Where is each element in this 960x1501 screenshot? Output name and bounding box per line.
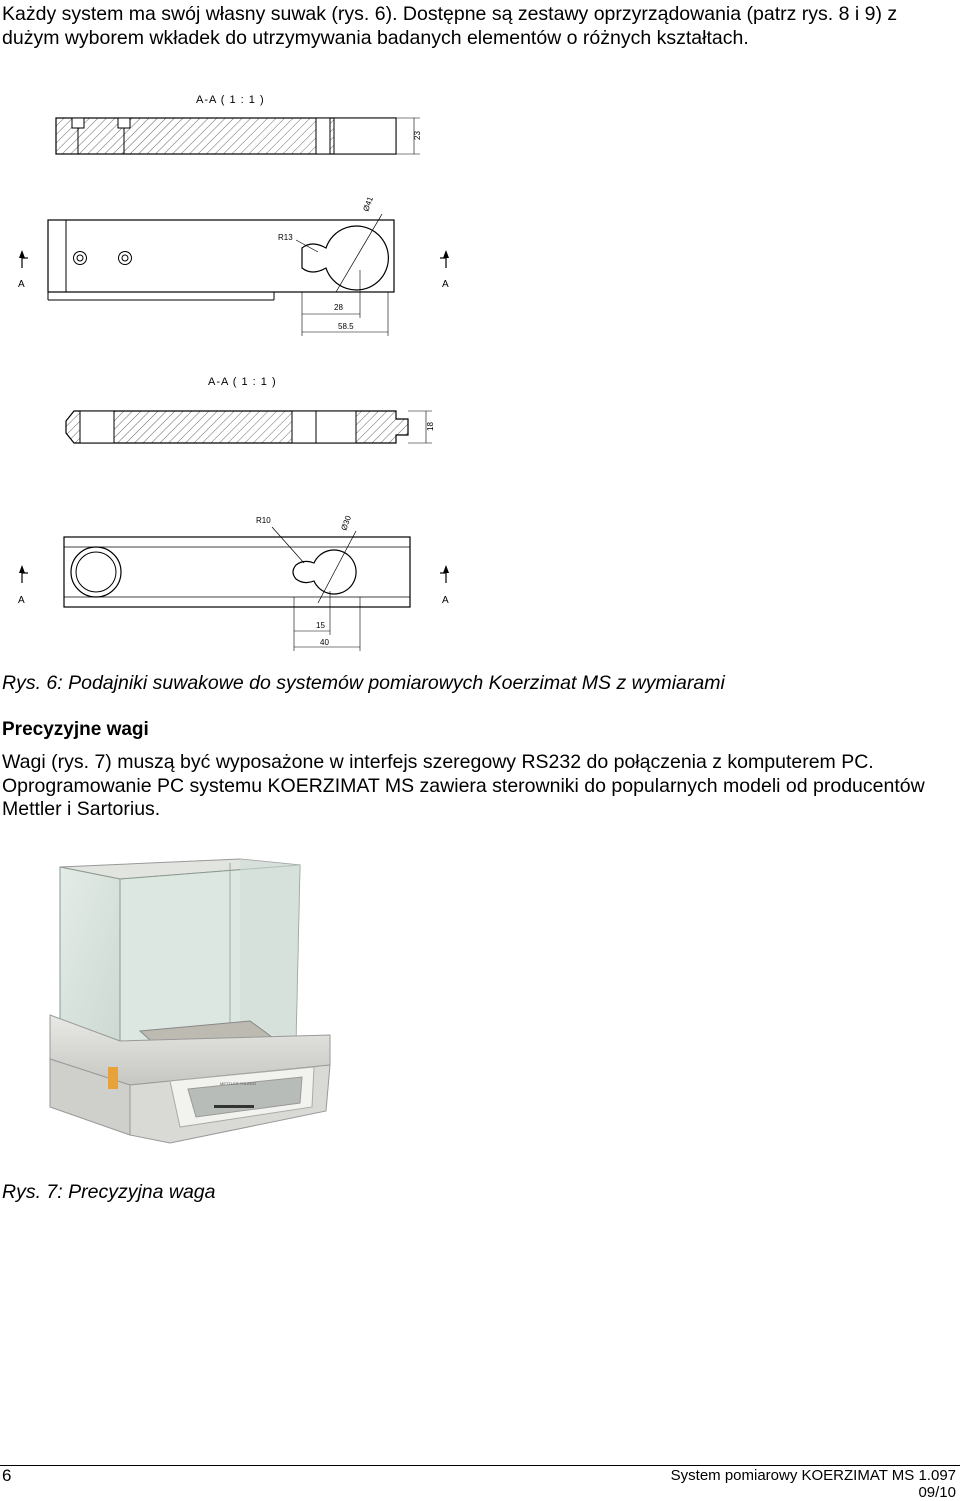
section-mark-right: A [442, 279, 449, 290]
dim-outer: 58.5 [338, 322, 354, 331]
balance-brand: METTLER TOLEDO [220, 1081, 257, 1086]
document-name: System pomiarowy KOERZIMAT MS 1.097 [670, 1467, 956, 1484]
hole-diameter-dim: Ø30 [339, 514, 354, 532]
section-label: A-A ( 1 : 1 ) [196, 94, 265, 106]
intro-paragraph: Każdy system ma swój własny suwak (rys. 6). Dostępne są zestawy oprzyrządowania (patrz rys. 8 i 9) z dużym wyborem wkładek do utrzymywania badanych elementów o różnych kształtach. [2, 3, 898, 49]
figure-caption-7: Rys. 7: Precyzyjna waga [2, 1181, 216, 1203]
radius-dim: R10 [256, 516, 271, 525]
section-label: A-A ( 1 : 1 ) [208, 376, 277, 388]
section-mark-left: A [18, 279, 25, 290]
section-heading: Precyzyjne wagi [2, 719, 149, 740]
page-number: 6 [2, 1466, 12, 1485]
technical-drawing-slider-1 [0, 80, 960, 350]
footer-rule [0, 1465, 960, 1466]
section-mark-right: A [442, 595, 449, 606]
dim-inner: 28 [334, 303, 343, 312]
hole-diameter-dim: Ø41 [361, 195, 376, 213]
thickness-dim: 23 [413, 131, 422, 140]
thickness-dim: 18 [426, 422, 435, 431]
body-paragraph: Wagi (rys. 7) muszą być wyposażone w interfejs szeregowy RS232 do połączenia z komputerem PC. Oprogramowanie PC systemu KOERZIMAT MS zawiera sterowniki do popularnych modeli od producentów Mettler i Sartorius. [2, 751, 925, 820]
technical-drawing-slider-2 [0, 365, 960, 655]
radius-dim: R13 [278, 233, 293, 242]
precision-balance-image [40, 845, 340, 1155]
document-date: 09/10 [918, 1484, 956, 1501]
dim-inner: 15 [316, 621, 325, 630]
figure-caption-6: Rys. 6: Podajniki suwakowe do systemów pomiarowych Koerzimat MS z wymiarami [2, 672, 725, 694]
section-mark-left: A [18, 595, 25, 606]
dim-outer: 40 [320, 638, 329, 647]
